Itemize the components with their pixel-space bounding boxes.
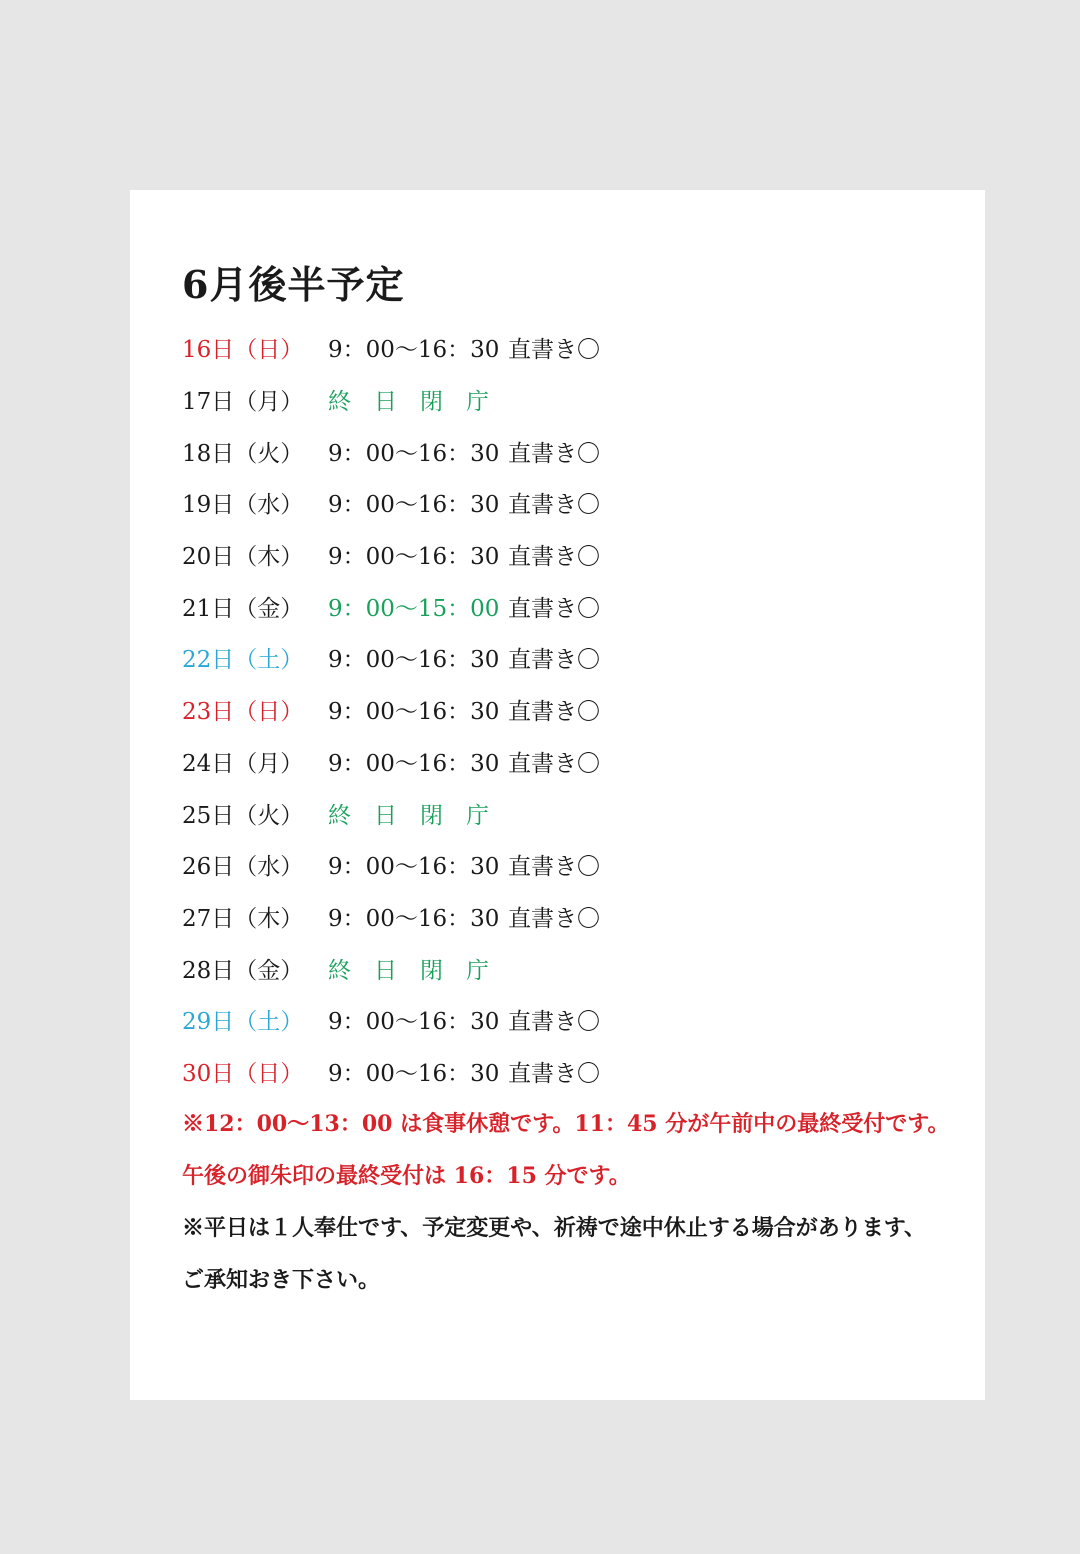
schedule-row bbox=[182, 839, 962, 891]
goshuin-availability: 直書き〇 bbox=[508, 854, 600, 881]
schedule-row bbox=[182, 580, 962, 632]
schedule-hours: 9：00〜16：30 bbox=[328, 699, 500, 726]
schedule-date: 29日（土） bbox=[182, 1009, 304, 1036]
goshuin-availability: 直書き〇 bbox=[508, 905, 600, 932]
schedule-row bbox=[182, 529, 962, 581]
schedule-sheet bbox=[130, 190, 985, 1400]
note-line: ご承知おき下さい。 bbox=[182, 1266, 381, 1293]
goshuin-availability: 直書き〇 bbox=[508, 595, 600, 622]
goshuin-availability: 直書き〇 bbox=[508, 544, 600, 571]
schedule-date: 30日（日） bbox=[182, 1060, 304, 1087]
schedule-row bbox=[182, 425, 962, 477]
goshuin-availability: 直書き〇 bbox=[508, 337, 600, 364]
notes-section bbox=[182, 1096, 962, 1304]
schedule-date: 24日（月） bbox=[182, 750, 304, 777]
schedule-date: 27日（木） bbox=[182, 905, 304, 932]
schedule-date: 18日（火） bbox=[182, 440, 304, 467]
page-title: 6月後半予定 bbox=[182, 262, 405, 307]
goshuin-availability: 直書き〇 bbox=[508, 1009, 600, 1036]
schedule-date: 17日（月） bbox=[182, 389, 304, 416]
schedule-hours: 9：00〜16：30 bbox=[328, 905, 500, 932]
schedule-hours: 9：00〜16：30 bbox=[328, 647, 500, 674]
schedule-row bbox=[182, 477, 962, 529]
schedule-date: 22日（土） bbox=[182, 647, 304, 674]
schedule-date: 26日（水） bbox=[182, 854, 304, 881]
schedule-date: 25日（火） bbox=[182, 802, 304, 829]
goshuin-availability: 直書き〇 bbox=[508, 440, 600, 467]
schedule-row bbox=[182, 374, 962, 426]
schedule-hours: 9：00〜16：30 bbox=[328, 492, 500, 519]
schedule-date: 28日（金） bbox=[182, 957, 304, 984]
schedule-date: 21日（金） bbox=[182, 595, 304, 622]
goshuin-availability: 直書き〇 bbox=[508, 647, 600, 674]
schedule-row bbox=[182, 736, 962, 788]
note-line: 午後の御朱印の最終受付は 16：15 分です。 bbox=[182, 1162, 631, 1189]
schedule-hours: 9：00〜15：00 bbox=[328, 595, 500, 622]
schedule-hours: 9：00〜16：30 bbox=[328, 544, 500, 571]
schedule-date: 16日（日） bbox=[182, 337, 304, 364]
schedule-row bbox=[182, 994, 962, 1046]
goshuin-availability: 直書き〇 bbox=[508, 492, 600, 519]
schedule-row bbox=[182, 891, 962, 943]
closed-label: 終日閉庁 bbox=[328, 389, 512, 416]
goshuin-availability: 直書き〇 bbox=[508, 699, 600, 726]
schedule-row bbox=[182, 787, 962, 839]
note-line: ※12：00〜13：00 は食事休憩です。11：45 分が午前中の最終受付です。 bbox=[182, 1110, 950, 1137]
schedule-row bbox=[182, 942, 962, 994]
schedule-date: 20日（木） bbox=[182, 544, 304, 571]
schedule-hours: 9：00〜16：30 bbox=[328, 1060, 500, 1087]
schedule-hours: 9：00〜16：30 bbox=[328, 440, 500, 467]
schedule-row bbox=[182, 632, 962, 684]
closed-label: 終日閉庁 bbox=[328, 802, 512, 829]
schedule-date: 23日（日） bbox=[182, 699, 304, 726]
schedule-row bbox=[182, 1046, 962, 1098]
schedule-hours: 9：00〜16：30 bbox=[328, 337, 500, 364]
schedule-list bbox=[182, 322, 962, 1097]
schedule-date: 19日（水） bbox=[182, 492, 304, 519]
goshuin-availability: 直書き〇 bbox=[508, 750, 600, 777]
schedule-hours: 9：00〜16：30 bbox=[328, 750, 500, 777]
schedule-row bbox=[182, 322, 962, 374]
schedule-hours: 9：00〜16：30 bbox=[328, 854, 500, 881]
schedule-hours: 9：00〜16：30 bbox=[328, 1009, 500, 1036]
goshuin-availability: 直書き〇 bbox=[508, 1060, 600, 1087]
schedule-row bbox=[182, 684, 962, 736]
note-line: ※平日は１人奉仕です、予定変更や、祈祷で途中休止する場合があります、 bbox=[182, 1214, 927, 1241]
closed-label: 終日閉庁 bbox=[328, 957, 512, 984]
